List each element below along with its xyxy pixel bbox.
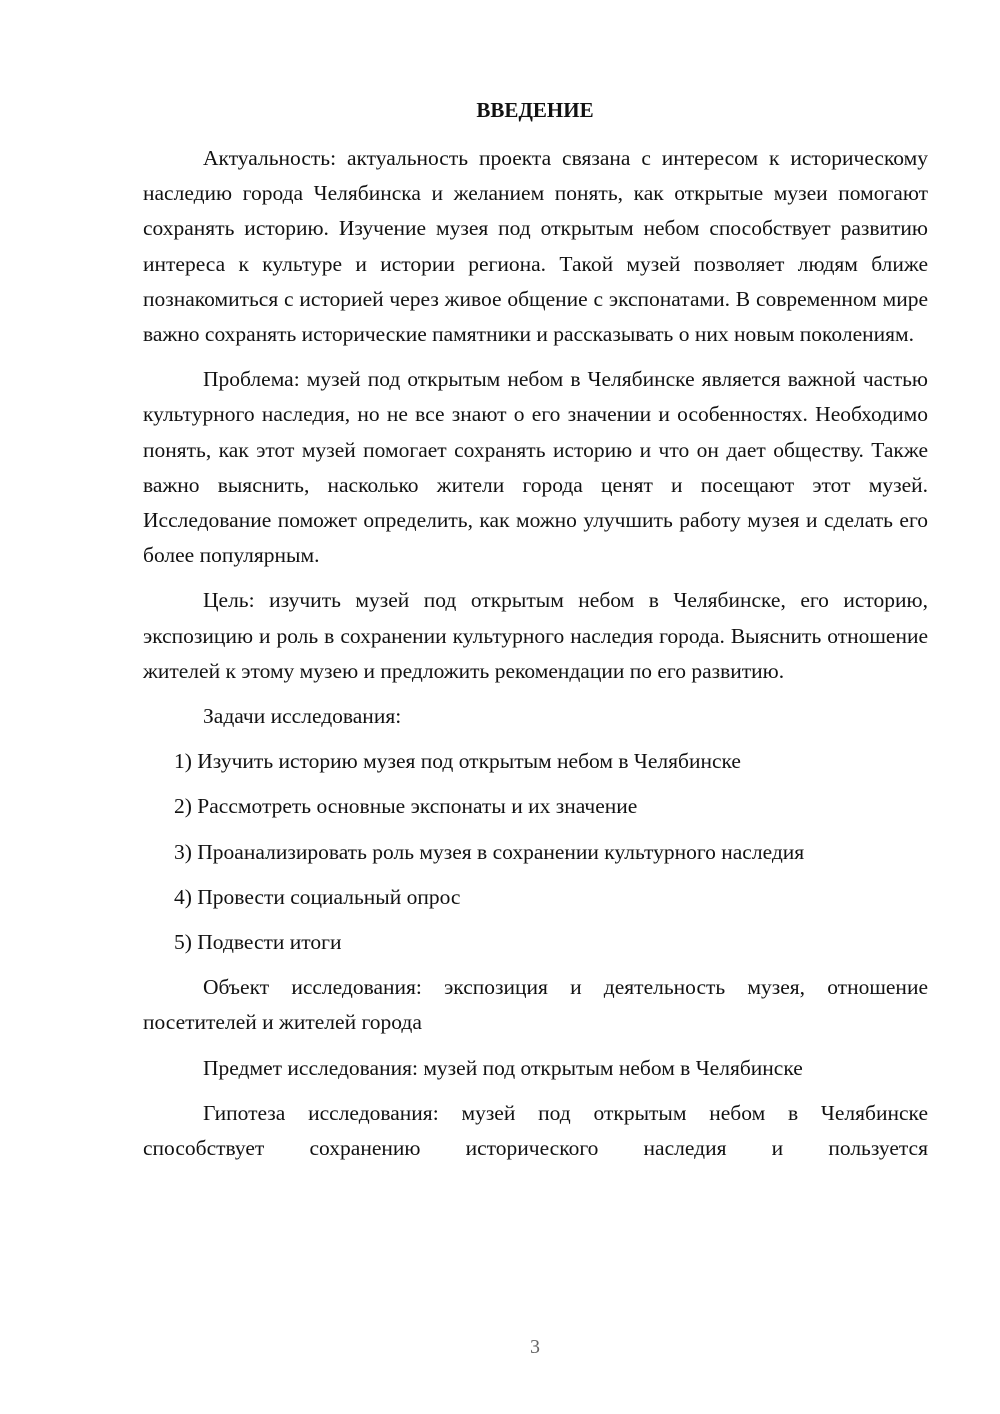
relevance-paragraph: Актуальность: актуальность проекта связана с интересом к историческому наследию города Челябинска и желанием понять, как открытые музеи помогают сохранять историю. Изучение музея под открытым небом способствует развитию интереса к культуре и истории региона. Такой музей позволяет людям ближе познакомиться с историей через живое общение с экспонатами. В современном мире важно сохранять исторические памятники и рассказывать о них новым поколениям. xyxy=(143,146,928,347)
task-item: 3) Проанализировать роль музея в сохранении культурного наследия xyxy=(174,839,805,864)
hypothesis-paragraph: Гипотеза исследования: музей под открытым небом в Челябинске способствует сохранению исторического наследия и пользуется xyxy=(143,1100,928,1161)
tasks-list xyxy=(143,744,928,960)
tasks-heading: Задачи исследования: xyxy=(203,704,402,729)
task-item: 4) Провести социальный опрос xyxy=(174,884,461,909)
document-body xyxy=(143,141,928,1166)
task-item: 1) Изучить историю музея под открытым небом в Челябинске xyxy=(174,749,741,774)
goal-paragraph: Цель: изучить музей под открытым небом в Челябинске, его историю, экспозицию и роль в сохранении культурного наследия города. Выяснить отношение жителей к этому музею и предложить рекомендации по его развитию. xyxy=(143,588,928,683)
subject-paragraph: Предмет исследования: музей под открытым небом в Челябинске xyxy=(203,1055,803,1080)
task-item: 5) Подвести итоги xyxy=(174,930,342,955)
problem-paragraph: Проблема: музей под открытым небом в Челябинске является важной частью культурного наследия, но не все знают о его значении и особенностях. Необходимо понять, как этот музей помогает сохранять историю и что он дает обществу. Также важно выяснить, насколько жители города ценят и посещают этот музей. Исследование поможет определить, как можно улучшить работу музея и сделать его более популярным. xyxy=(143,367,928,568)
object-paragraph: Объект исследования: экспозиция и деятельность музея, отношение посетителей и жителей города xyxy=(143,975,928,1035)
task-item: 2) Рассмотреть основные экспонаты и их значение xyxy=(174,794,638,819)
section-title: ВВЕДЕНИЕ xyxy=(476,98,594,122)
page-number: 3 xyxy=(530,1336,540,1358)
